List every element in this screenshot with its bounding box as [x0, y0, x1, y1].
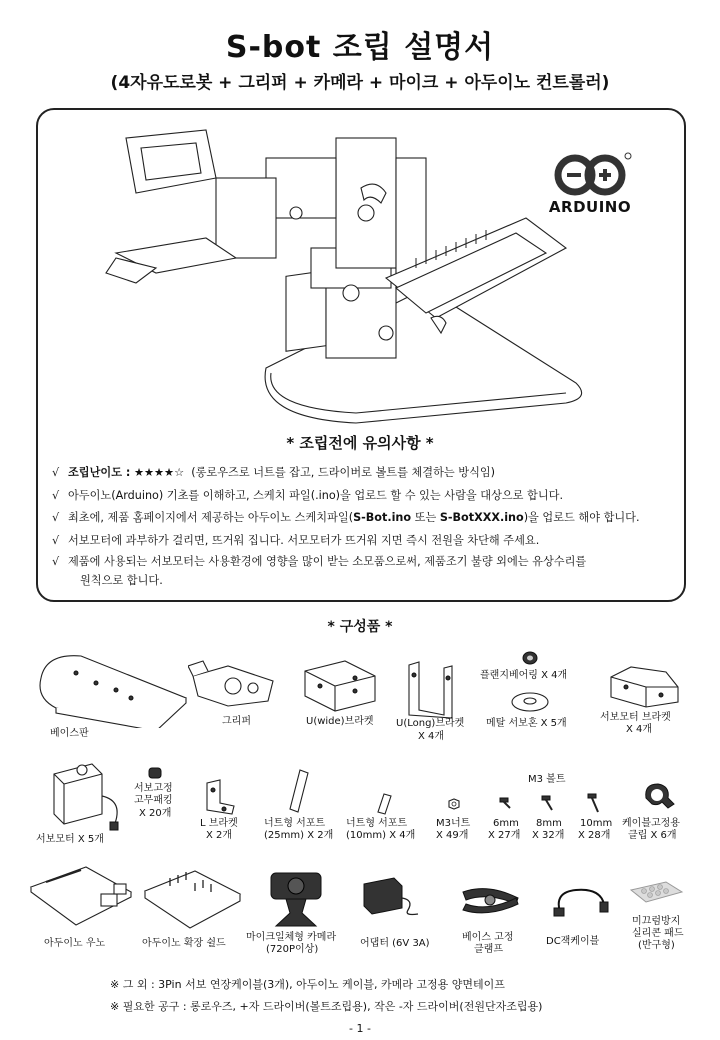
part-label: 플랜지베어링 X 4개: [480, 670, 568, 681]
note-text: 아두이노(Arduino) 기초를 이해하고, 스케치 파일(.ino)을 업로드 할 수 있는 사람을 대상으로 합니다.: [68, 488, 564, 502]
servo-bracket-image: [606, 662, 682, 710]
part-label: 베이스 고정: [462, 932, 514, 943]
bolt-10mm-image: [586, 792, 602, 814]
gripper-image: [188, 656, 278, 712]
part-quantity: X 20개: [139, 808, 172, 819]
page-title: S-bot 조립 설명서: [225, 30, 495, 65]
part-label: 너트형 서포트: [346, 818, 408, 829]
page-subtitle: (4자유도로봇 + 그리퍼 + 카메라 + 마이크 + 아두이노 컨트롤러): [110, 73, 610, 93]
part-quantity: 클립 X 6개: [628, 830, 677, 841]
servo-motor-image: [44, 756, 128, 832]
part-label: 서보고정: [134, 783, 173, 794]
support-25mm-image: [286, 768, 312, 814]
part-quantity: X 4개: [626, 724, 653, 735]
bolt-6mm-image: [498, 796, 514, 810]
metal-horn-image: [508, 690, 552, 714]
note-item: [52, 485, 677, 508]
note-text: 또는: [411, 511, 440, 524]
part-label: 10mm: [580, 818, 613, 829]
part-label: U(Long)브라켓: [396, 718, 465, 729]
sketch-file-name: S-BotXXX.ino: [439, 511, 524, 524]
m3-bolt-title: M3 볼트: [528, 774, 566, 785]
note-difficulty: [52, 462, 677, 485]
part-quantity: X 2개: [206, 830, 233, 841]
difficulty-note: (롱로우즈로 너트를 잡고, 드라이버로 볼트를 체결하는 방식임): [191, 466, 496, 479]
part-quantity: X 32개: [532, 830, 565, 841]
m3-nut-image: [446, 798, 462, 810]
part-label: 너트형 서포트: [264, 818, 326, 829]
part-label: 실리콘 패드: [632, 928, 684, 939]
robot-illustration: [96, 118, 596, 428]
part-label: 마이크일체형 카메라: [246, 932, 337, 943]
part-label: L 브라켓: [200, 818, 238, 829]
silicone-pad-image: [626, 878, 686, 908]
notice-list: [52, 462, 677, 590]
note-sketch: [52, 507, 677, 530]
arduino-logo-text: ARDUINO: [548, 198, 632, 216]
support-10mm-image: [374, 792, 394, 816]
flange-bearing-image: [520, 650, 540, 666]
part-quantity: X 27개: [488, 830, 521, 841]
difficulty-label: 조립난이도 :: [68, 466, 131, 479]
check-mark-icon: √: [52, 555, 60, 568]
parts-title: * 구성품 *: [327, 619, 393, 635]
footer-tools: ※ 필요한 공구 : 롱로우즈, +자 드라이버(볼트조립용), 작은 -자 드라이버(전원단자조립용): [110, 1000, 543, 1013]
check-mark-icon: √: [52, 533, 60, 547]
check-mark-icon: √: [52, 511, 60, 524]
notice-title: * 조립전에 유의사항 *: [286, 434, 434, 452]
difficulty-stars: ★★★★☆: [133, 466, 185, 479]
part-label: U(wide)브라켓: [306, 716, 374, 727]
check-mark-icon: √: [52, 466, 60, 479]
part-label: 미끄럼방지: [632, 916, 681, 927]
bolt-8mm-image: [540, 794, 556, 812]
base-clamp-image: [458, 878, 524, 924]
note-text: 원칙으로 합니다.: [80, 574, 163, 587]
footer-extras: ※ 그 외 : 3Pin 서보 연장케이블(3개), 아두이노 케이블, 카메라 고정용 양면테이프: [110, 978, 505, 991]
part-label: 베이스판: [50, 728, 89, 739]
part-label: 8mm: [536, 818, 562, 829]
dc-jack-cable-image: [550, 878, 610, 922]
note-text: 서보모터에 과부하가 걸리면, 뜨거워 집니다. 서모모터가 뜨거워 지면 즉시 전원을 차단해 주세요.: [68, 533, 540, 547]
part-quantity: (25mm) X 2개: [264, 830, 334, 841]
note-text: 최초에, 제품 홈페이지에서 제공하는 아두이노 스케치파일(: [68, 511, 354, 524]
part-label: 아두이노 우노: [44, 938, 106, 949]
part-label: M3너트: [436, 818, 471, 829]
note-text: )을 업로드 해야 합니다.: [523, 511, 640, 524]
page-number: - 1 -: [349, 1022, 371, 1035]
part-label: 클램프: [474, 944, 503, 955]
part-label: 6mm: [493, 818, 519, 829]
part-label: (720P이상): [266, 944, 319, 955]
part-label: 아두이노 확장 쉴드: [142, 938, 226, 949]
note-item: [52, 530, 677, 553]
part-label: 케이블고정용: [622, 818, 680, 829]
part-quantity: X 28개: [578, 830, 611, 841]
part-label: 어댑터 (6V 3A): [360, 938, 430, 949]
part-label: (반구형): [638, 940, 675, 951]
part-label: 서보모터 브라켓: [600, 712, 671, 723]
l-bracket-image: [202, 778, 238, 816]
rubber-grommet-image: [147, 766, 163, 780]
part-label: 그리퍼: [222, 716, 251, 727]
power-adapter-image: [356, 874, 422, 918]
part-label: 메탈 서보혼 X 5개: [486, 718, 567, 729]
part-quantity: (10mm) X 4개: [346, 830, 416, 841]
part-label: DC잭케이블: [546, 936, 600, 947]
note-item: [52, 552, 677, 590]
part-quantity: X 4개: [418, 731, 445, 742]
part-quantity: X 49개: [436, 830, 469, 841]
base-plate-image: [36, 648, 196, 728]
cable-clip-image: [640, 778, 676, 814]
sketch-file-name: S-Bot.ino: [353, 511, 412, 524]
u-long-bracket-image: [404, 660, 456, 720]
part-label: 고무패킹: [134, 795, 173, 806]
u-wide-bracket-image: [300, 656, 380, 716]
camera-image: [266, 868, 326, 930]
arduino-shield-image: [140, 866, 246, 930]
note-text: 제품에 사용되는 서보모터는 사용환경에 영향을 많이 받는 소모품으로써, 제품조기 불량 외에는 유상수리를: [68, 555, 587, 568]
check-mark-icon: √: [52, 488, 60, 502]
arduino-uno-image: [26, 862, 136, 928]
part-label: 서보모터 X 5개: [36, 834, 104, 845]
